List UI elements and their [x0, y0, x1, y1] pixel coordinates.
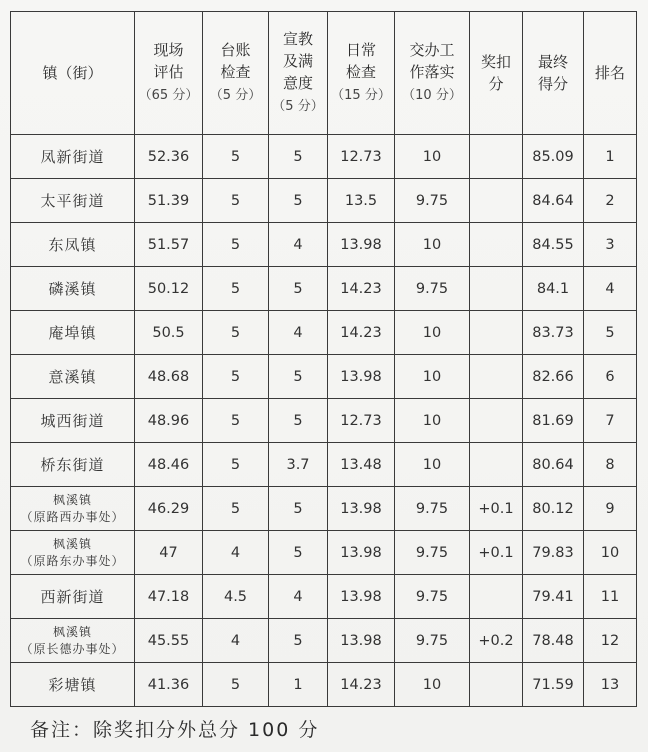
cell-final: 84.55	[523, 223, 584, 267]
cell-assigned: 10	[395, 135, 470, 179]
cell-assigned: 10	[395, 311, 470, 355]
cell-assigned: 9.75	[395, 179, 470, 223]
header-rank: 排名	[584, 12, 637, 135]
cell-rank: 2	[584, 179, 637, 223]
cell-bonus	[470, 575, 523, 619]
cell-town: 东凤镇	[11, 223, 135, 267]
cell-daily: 13.48	[328, 443, 395, 487]
cell-ledger: 5	[203, 223, 269, 267]
cell-final: 79.83	[523, 531, 584, 575]
cell-daily: 14.23	[328, 267, 395, 311]
cell-final: 71.59	[523, 663, 584, 707]
cell-assigned: 9.75	[395, 487, 470, 531]
cell-edu: 5	[269, 399, 328, 443]
cell-rank: 6	[584, 355, 637, 399]
header-ledger: 台账 检查 （5 分）	[203, 12, 269, 135]
cell-assigned: 10	[395, 223, 470, 267]
header-assigned: 交办工 作落实 （10 分）	[395, 12, 470, 135]
cell-rank: 10	[584, 531, 637, 575]
cell-bonus	[470, 355, 523, 399]
cell-onsite: 52.36	[135, 135, 203, 179]
cell-onsite: 47	[135, 531, 203, 575]
cell-rank: 9	[584, 487, 637, 531]
cell-daily: 13.98	[328, 575, 395, 619]
table-row	[11, 663, 637, 707]
cell-rank: 8	[584, 443, 637, 487]
cell-onsite: 50.5	[135, 311, 203, 355]
cell-edu: 4	[269, 575, 328, 619]
cell-final: 85.09	[523, 135, 584, 179]
cell-onsite: 48.46	[135, 443, 203, 487]
cell-daily: 13.98	[328, 487, 395, 531]
cell-ledger: 5	[203, 443, 269, 487]
table-row	[11, 531, 637, 575]
cell-assigned: 10	[395, 443, 470, 487]
cell-ledger: 5	[203, 355, 269, 399]
cell-daily: 14.23	[328, 311, 395, 355]
cell-town: 枫溪镇 （原路东办事处）	[11, 531, 135, 575]
cell-ledger: 5	[203, 663, 269, 707]
table-row	[11, 311, 637, 355]
cell-bonus	[470, 179, 523, 223]
cell-daily: 12.73	[328, 399, 395, 443]
cell-final: 81.69	[523, 399, 584, 443]
cell-final: 83.73	[523, 311, 584, 355]
table-row	[11, 267, 637, 311]
cell-rank: 4	[584, 267, 637, 311]
cell-final: 78.48	[523, 619, 584, 663]
cell-final: 79.41	[523, 575, 584, 619]
cell-ledger: 5	[203, 267, 269, 311]
cell-edu: 5	[269, 531, 328, 575]
cell-final: 80.64	[523, 443, 584, 487]
header-edu: 宣教 及满 意度 （5 分）	[269, 12, 328, 135]
cell-bonus	[470, 399, 523, 443]
cell-town: 凤新街道	[11, 135, 135, 179]
cell-rank: 13	[584, 663, 637, 707]
cell-edu: 5	[269, 179, 328, 223]
cell-assigned: 9.75	[395, 619, 470, 663]
cell-town: 枫溪镇 （原长德办事处）	[11, 619, 135, 663]
cell-edu: 5	[269, 267, 328, 311]
cell-edu: 4	[269, 223, 328, 267]
cell-bonus	[470, 311, 523, 355]
cell-onsite: 47.18	[135, 575, 203, 619]
cell-rank: 12	[584, 619, 637, 663]
cell-assigned: 10	[395, 399, 470, 443]
cell-town: 西新街道	[11, 575, 135, 619]
cell-rank: 11	[584, 575, 637, 619]
header-onsite: 现场 评估 （65 分）	[135, 12, 203, 135]
cell-bonus	[470, 135, 523, 179]
cell-ledger: 4	[203, 531, 269, 575]
cell-rank: 3	[584, 223, 637, 267]
cell-bonus: +0.1	[470, 531, 523, 575]
cell-ledger: 4	[203, 619, 269, 663]
cell-town: 枫溪镇 （原路西办事处）	[11, 487, 135, 531]
table-row	[11, 487, 637, 531]
cell-town: 桥东街道	[11, 443, 135, 487]
cell-bonus	[470, 223, 523, 267]
cell-town: 庵埠镇	[11, 311, 135, 355]
cell-edu: 5	[269, 135, 328, 179]
cell-bonus	[470, 267, 523, 311]
cell-ledger: 5	[203, 487, 269, 531]
cell-daily: 13.98	[328, 619, 395, 663]
header-bonus: 奖扣 分	[470, 12, 523, 135]
cell-assigned: 9.75	[395, 531, 470, 575]
cell-final: 80.12	[523, 487, 584, 531]
cell-onsite: 50.12	[135, 267, 203, 311]
table-row	[11, 575, 637, 619]
cell-daily: 13.98	[328, 355, 395, 399]
cell-assigned: 10	[395, 355, 470, 399]
cell-bonus	[470, 443, 523, 487]
cell-assigned: 9.75	[395, 575, 470, 619]
cell-onsite: 46.29	[135, 487, 203, 531]
cell-town: 城西街道	[11, 399, 135, 443]
cell-daily: 14.23	[328, 663, 395, 707]
table-row	[11, 355, 637, 399]
cell-ledger: 5	[203, 179, 269, 223]
cell-bonus: +0.1	[470, 487, 523, 531]
cell-edu: 3.7	[269, 443, 328, 487]
header-town: 镇（街）	[11, 12, 135, 135]
cell-edu: 5	[269, 487, 328, 531]
cell-daily: 13.5	[328, 179, 395, 223]
cell-bonus	[470, 663, 523, 707]
cell-rank: 1	[584, 135, 637, 179]
cell-ledger: 5	[203, 399, 269, 443]
cell-bonus: +0.2	[470, 619, 523, 663]
cell-assigned: 9.75	[395, 267, 470, 311]
header-row	[11, 12, 637, 135]
footnote: 备注：除奖扣分外总分 100 分	[30, 719, 320, 741]
table-row	[11, 443, 637, 487]
cell-rank: 7	[584, 399, 637, 443]
cell-town: 彩塘镇	[11, 663, 135, 707]
header-final: 最终 得分	[523, 12, 584, 135]
cell-edu: 1	[269, 663, 328, 707]
cell-town: 太平街道	[11, 179, 135, 223]
cell-edu: 5	[269, 619, 328, 663]
table-row	[11, 619, 637, 663]
table-row	[11, 179, 637, 223]
table-row	[11, 399, 637, 443]
cell-ledger: 5	[203, 135, 269, 179]
cell-onsite: 48.68	[135, 355, 203, 399]
cell-daily: 13.98	[328, 223, 395, 267]
cell-final: 82.66	[523, 355, 584, 399]
cell-ledger: 4.5	[203, 575, 269, 619]
cell-onsite: 51.39	[135, 179, 203, 223]
cell-onsite: 41.36	[135, 663, 203, 707]
cell-rank: 5	[584, 311, 637, 355]
score-table	[10, 11, 637, 707]
cell-town: 意溪镇	[11, 355, 135, 399]
cell-ledger: 5	[203, 311, 269, 355]
header-daily: 日常 检查 （15 分）	[328, 12, 395, 135]
cell-daily: 12.73	[328, 135, 395, 179]
table-row	[11, 135, 637, 179]
cell-final: 84.64	[523, 179, 584, 223]
cell-edu: 4	[269, 311, 328, 355]
cell-daily: 13.98	[328, 531, 395, 575]
table-body	[11, 135, 637, 707]
cell-onsite: 45.55	[135, 619, 203, 663]
cell-town: 磷溪镇	[11, 267, 135, 311]
cell-final: 84.1	[523, 267, 584, 311]
table-row	[11, 223, 637, 267]
cell-edu: 5	[269, 355, 328, 399]
cell-onsite: 48.96	[135, 399, 203, 443]
cell-assigned: 10	[395, 663, 470, 707]
cell-onsite: 51.57	[135, 223, 203, 267]
